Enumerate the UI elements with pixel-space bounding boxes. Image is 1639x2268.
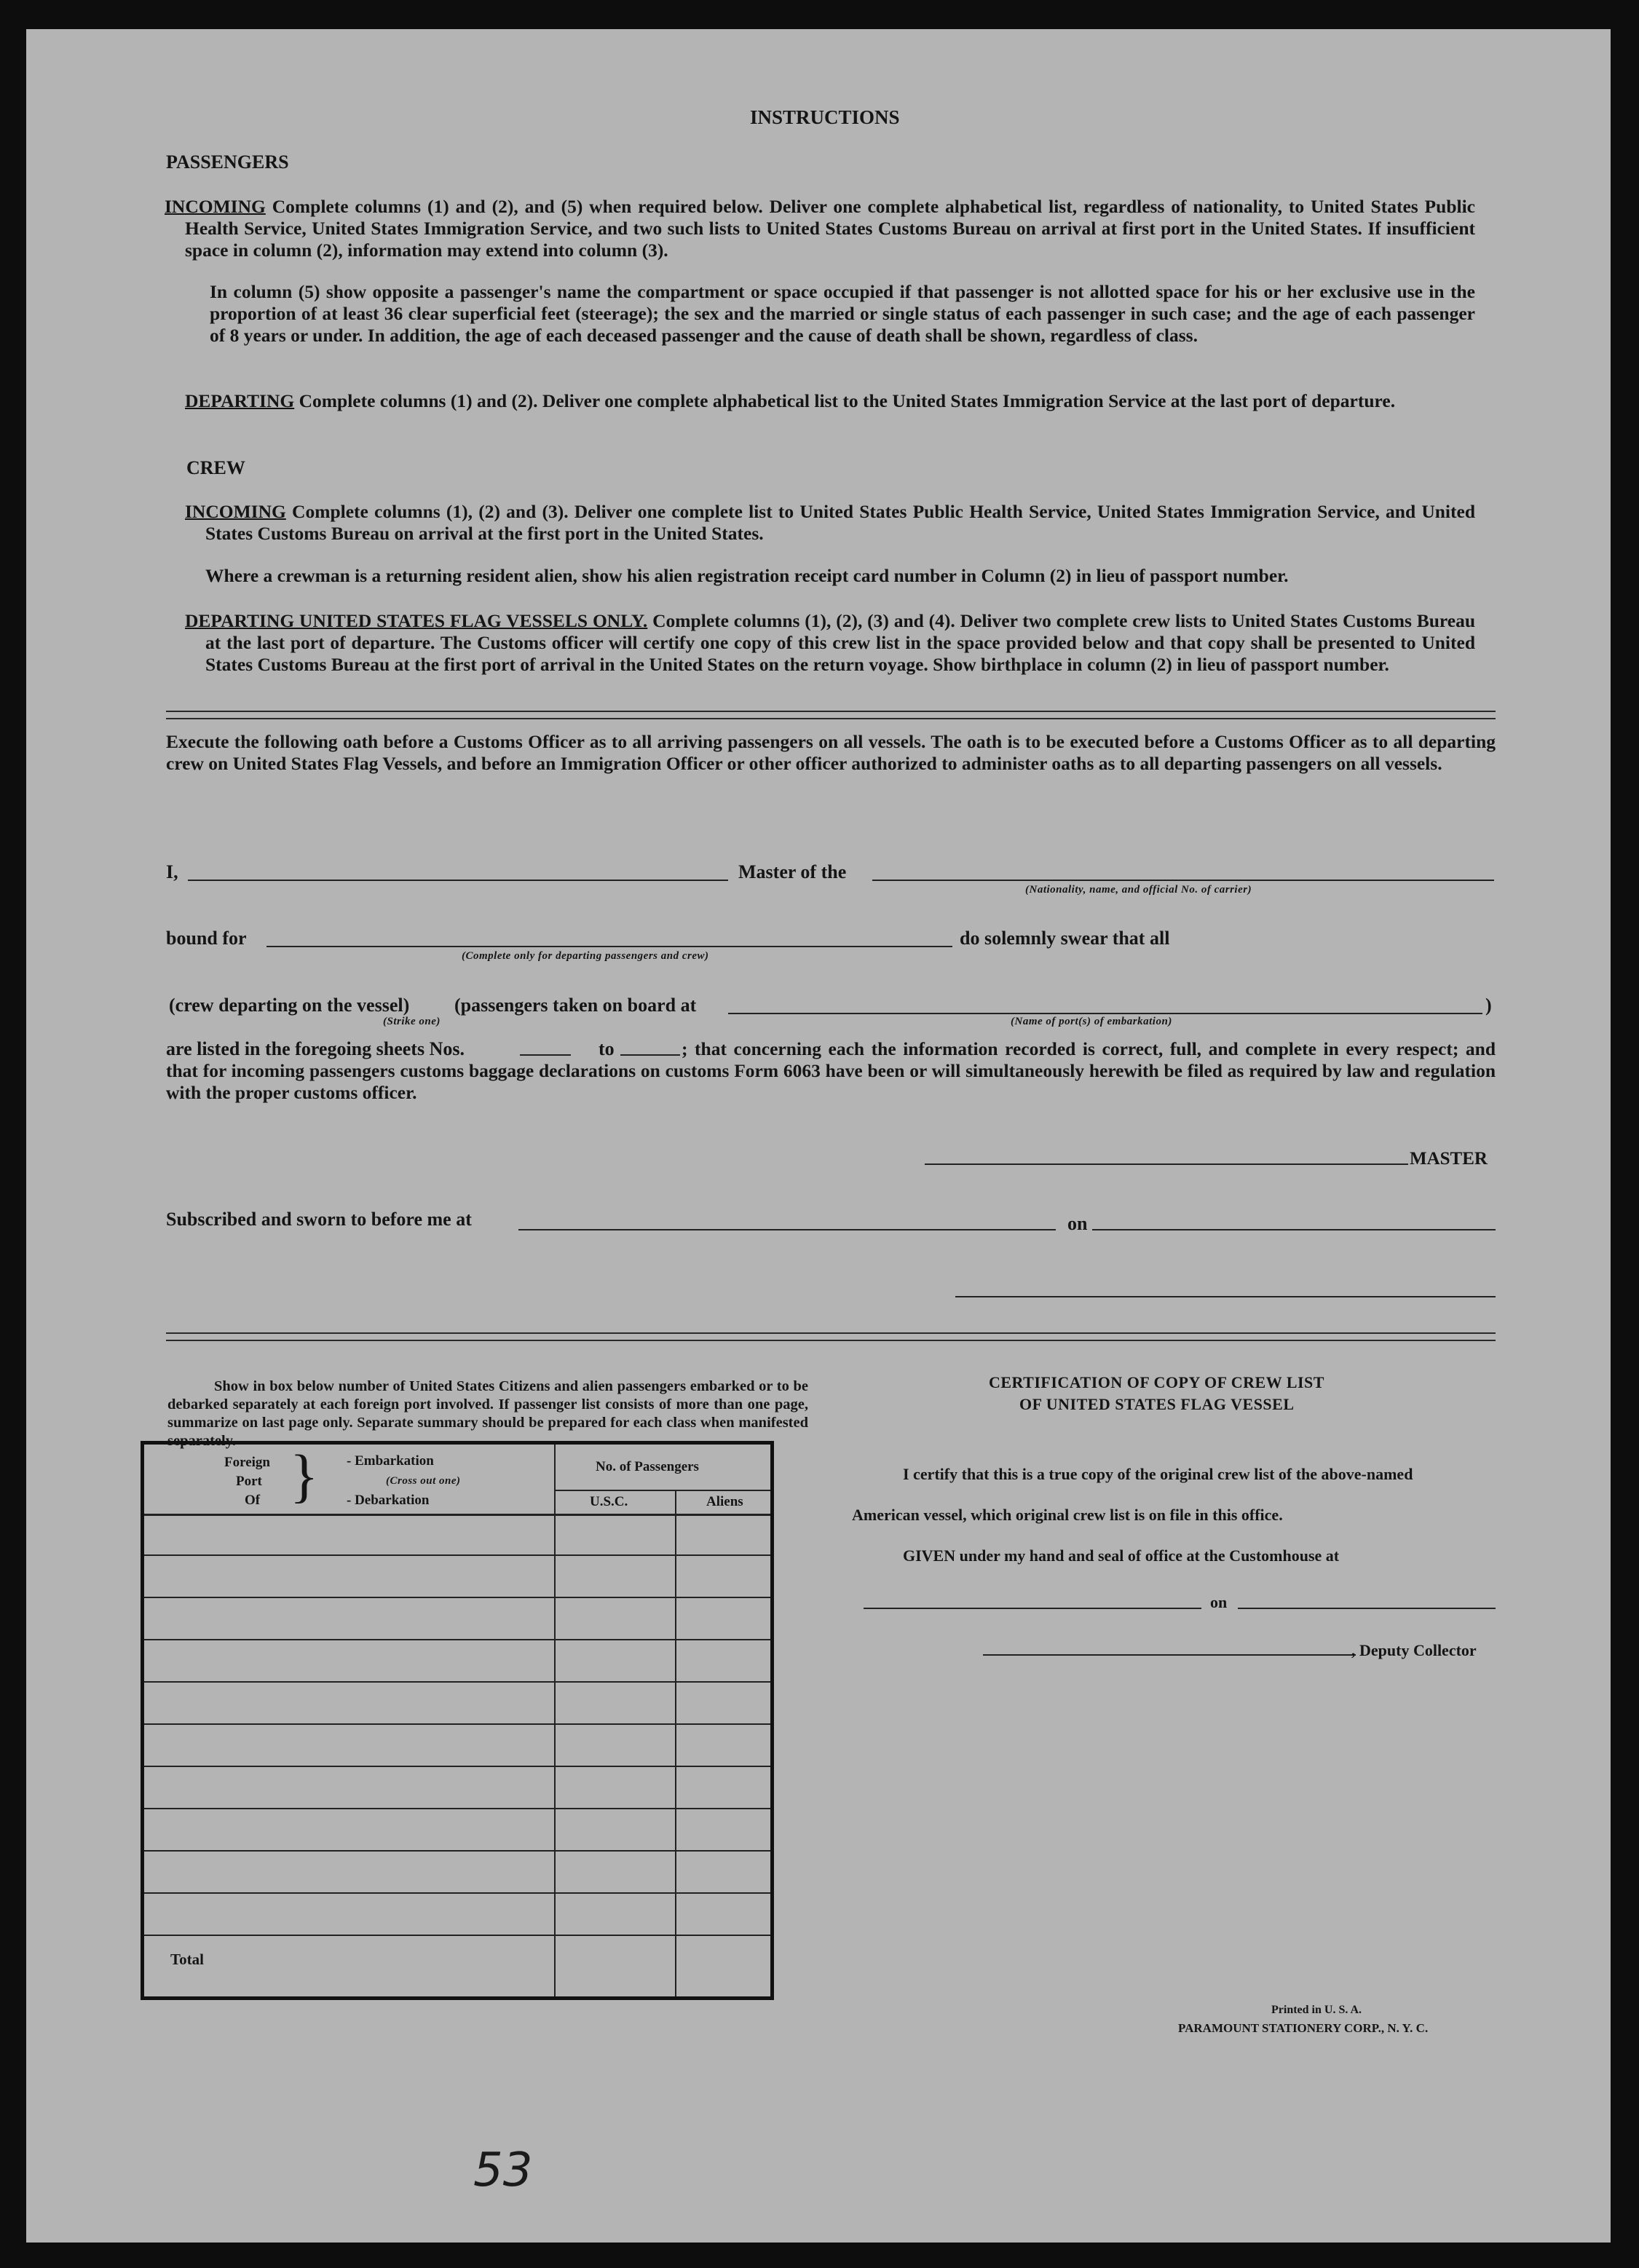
table-row-line [144, 1723, 770, 1725]
page-title: INSTRUCTIONS [750, 106, 900, 128]
close-paren: ) [1485, 995, 1492, 1016]
swear-text: do solemnly swear that all [960, 928, 1170, 949]
carrier-caption: (Nationality, name, and official No. of carrier) [1025, 884, 1252, 896]
passengers-incoming-paragraph [165, 196, 1475, 261]
master-signature-line[interactable] [925, 1163, 1408, 1165]
col-of-label: Of [245, 1493, 261, 1508]
crew-departing-paragraph [185, 610, 1475, 676]
crew-incoming-label: INCOMING [185, 501, 286, 522]
col-foreign-label: Foreign [224, 1455, 270, 1470]
summary-instructions: Show in box below number of United States Citizens and alien passengers embarked or to be debarked separately at each foreign port involved. If passenger list consists of more than one page, summarize on last page only. Separate summary should be prepared for each class when manifested separately. [167, 1378, 808, 1449]
passenger-summary-table [141, 1441, 774, 2000]
table-row-line [144, 1935, 770, 1936]
crew-departing-option: (crew departing on the vessel) [169, 995, 410, 1016]
cross-out-caption: (Cross out one) [386, 1475, 461, 1487]
embarkation-label: - Embarkation [347, 1453, 434, 1469]
table-header-bottom [144, 1514, 770, 1516]
certification-title-line2: OF UNITED STATES FLAG VESSEL [1019, 1395, 1295, 1413]
deputy-signature-line[interactable] [983, 1654, 1356, 1656]
passengers-column5-paragraph: In column (5) show opposite a passenger's name the compartment or space occupied if that passenger is not allotted space for his or her exclusive use in the proportion of at least 36 clear superficial feet (steerage); the sex and the married or single status of each passenger in such case; and the age of each passenger of 8 years or under. In addition, the age of each deceased passenger and the cause of death shall be shown, regardless of class. [210, 281, 1475, 346]
sworn-on-label: on [1067, 1213, 1088, 1234]
ports-caption: (Name of port(s) of embarkation) [1011, 1016, 1172, 1027]
certification-title-line1: CERTIFICATION OF COPY OF CREW LIST [989, 1373, 1324, 1391]
table-row-line [144, 1681, 770, 1683]
master-of-the-label: Master of the [738, 861, 847, 882]
bound-for-line[interactable] [266, 946, 952, 947]
sworn-place-line[interactable] [518, 1229, 1056, 1230]
table-row-line [144, 1597, 770, 1598]
passengers-departing-text: Complete columns (1) and (2). Deliver one complete alphabetical list to the United States Immigration Service at the last port of departure. [294, 390, 1396, 411]
table-row-line [144, 1850, 770, 1852]
master-label: MASTER [1410, 1149, 1488, 1169]
debarkation-label: - Debarkation [347, 1493, 430, 1508]
passengers-departing-paragraph [185, 390, 1475, 412]
bound-for-label: bound for [166, 928, 247, 949]
table-column-divider [675, 1490, 676, 1996]
oath-i-label: I, [166, 861, 178, 882]
brace-icon: } [290, 1442, 319, 1509]
listed-prefix: are listed in the foregoing sheets Nos. [166, 1038, 465, 1059]
crew-departing-label: DEPARTING UNITED STATES FLAG VESSELS ONLY. [185, 610, 648, 631]
table-header-divider [554, 1490, 770, 1491]
oath-intro: Execute the following oath before a Customs Officer as to all arriving passengers on all vessels. The oath is to be executed before a Customs Officer as to all departing crew on United States Flag Vessels, and before an Immigration Officer or other officer authorized to administer oaths as to all departing passengers on all vessels. [166, 731, 1496, 774]
listed-paragraph: ; that concerning each the information recorded is correct, full, and complete in every respect; and that for incoming passengers customs baggage declarations on customs Form 6063 have been or will simultaneously herewith be filed as required by law and regulation with the proper customs officer. [166, 1038, 1496, 1103]
listed-to-label: to [599, 1038, 615, 1059]
crew-incoming-text: Complete columns (1), (2) and (3). Deliver one complete list to United States Public Health Service, United States Immigration Service, and United States Customs Bureau on arrival at the first port in the United States. [205, 501, 1475, 544]
table-row-line [144, 1892, 770, 1894]
handwritten-page-number: 53 [473, 2143, 533, 2197]
deputy-collector-label: , Deputy Collector [1351, 1641, 1477, 1659]
passengers-incoming-label: INCOMING [165, 196, 266, 217]
no-of-passengers-label: No. of Passengers [596, 1459, 699, 1474]
carrier-line[interactable] [872, 880, 1494, 881]
total-label: Total [170, 1951, 204, 1968]
usc-column-header: U.S.C. [590, 1494, 628, 1509]
embarkation-ports-line[interactable] [728, 1013, 1482, 1014]
crew-heading: CREW [186, 457, 245, 478]
passengers-taken-option: (passengers taken on board at [454, 995, 697, 1016]
certification-given: GIVEN under my hand and seal of office at the Customhouse at [903, 1546, 1340, 1565]
passengers-incoming-text: Complete columns (1) and (2), and (5) when required below. Deliver one complete alphabetical list, regardless of nationality, to United States Public Health Service, United States Immigration Service, and two such lists to United States Customs Bureau on arrival at first port in the United States. If insufficient space in column (2), information may extend into column (3). [185, 196, 1475, 261]
table-row-line [144, 1554, 770, 1556]
printed-in-usa: Printed in U. S. A. [1271, 2004, 1362, 2016]
sworn-date-line[interactable] [1092, 1229, 1496, 1230]
section-divider [166, 1332, 1496, 1334]
crew-resident-paragraph: Where a crewman is a returning resident alien, show his alien registration receipt card number in Column (2) in lieu of passport number. [205, 565, 1289, 586]
aliens-column-header: Aliens [706, 1494, 743, 1509]
certification-line1: I certify that this is a true copy of the original crew list of the above-named [903, 1465, 1413, 1483]
certification-date-line[interactable] [1238, 1608, 1496, 1609]
printer-name: PARAMOUNT STATIONERY CORP., N. Y. C. [1178, 2021, 1429, 2035]
passengers-heading: PASSENGERS [166, 151, 289, 173]
bound-for-caption: (Complete only for departing passengers and crew) [462, 950, 709, 962]
customhouse-line[interactable] [864, 1608, 1201, 1609]
table-row-line [144, 1766, 770, 1767]
crew-incoming-paragraph [185, 501, 1475, 545]
col-port-label: Port [236, 1474, 262, 1489]
section-divider [166, 718, 1496, 719]
table-row-line [144, 1808, 770, 1809]
section-divider [166, 711, 1496, 712]
certification-on-label: on [1210, 1593, 1228, 1611]
master-name-line[interactable] [188, 880, 728, 881]
table-column-divider [554, 1445, 556, 1996]
certification-line2: American vessel, which original crew list is on file in this office. [852, 1506, 1283, 1524]
passengers-departing-label: DEPARTING [185, 390, 295, 411]
subscribed-label: Subscribed and sworn to before me at [166, 1209, 472, 1230]
table-row-line [144, 1639, 770, 1640]
section-divider [166, 1340, 1496, 1341]
crew-departing-text: Complete columns (1), (2), (3) and (4). Deliver two complete crew lists to United States Customs Bureau at the last port of departure. The Customs officer will certify one copy of this crew list in the space provided below and that copy shall be presented to United States Customs Bureau at the first port of arrival in the United States on the return voyage. Show birthplace in column (2) in lieu of passport number. [205, 610, 1475, 675]
officer-signature-line[interactable] [955, 1296, 1496, 1297]
strike-one-caption: (Strike one) [383, 1016, 441, 1027]
